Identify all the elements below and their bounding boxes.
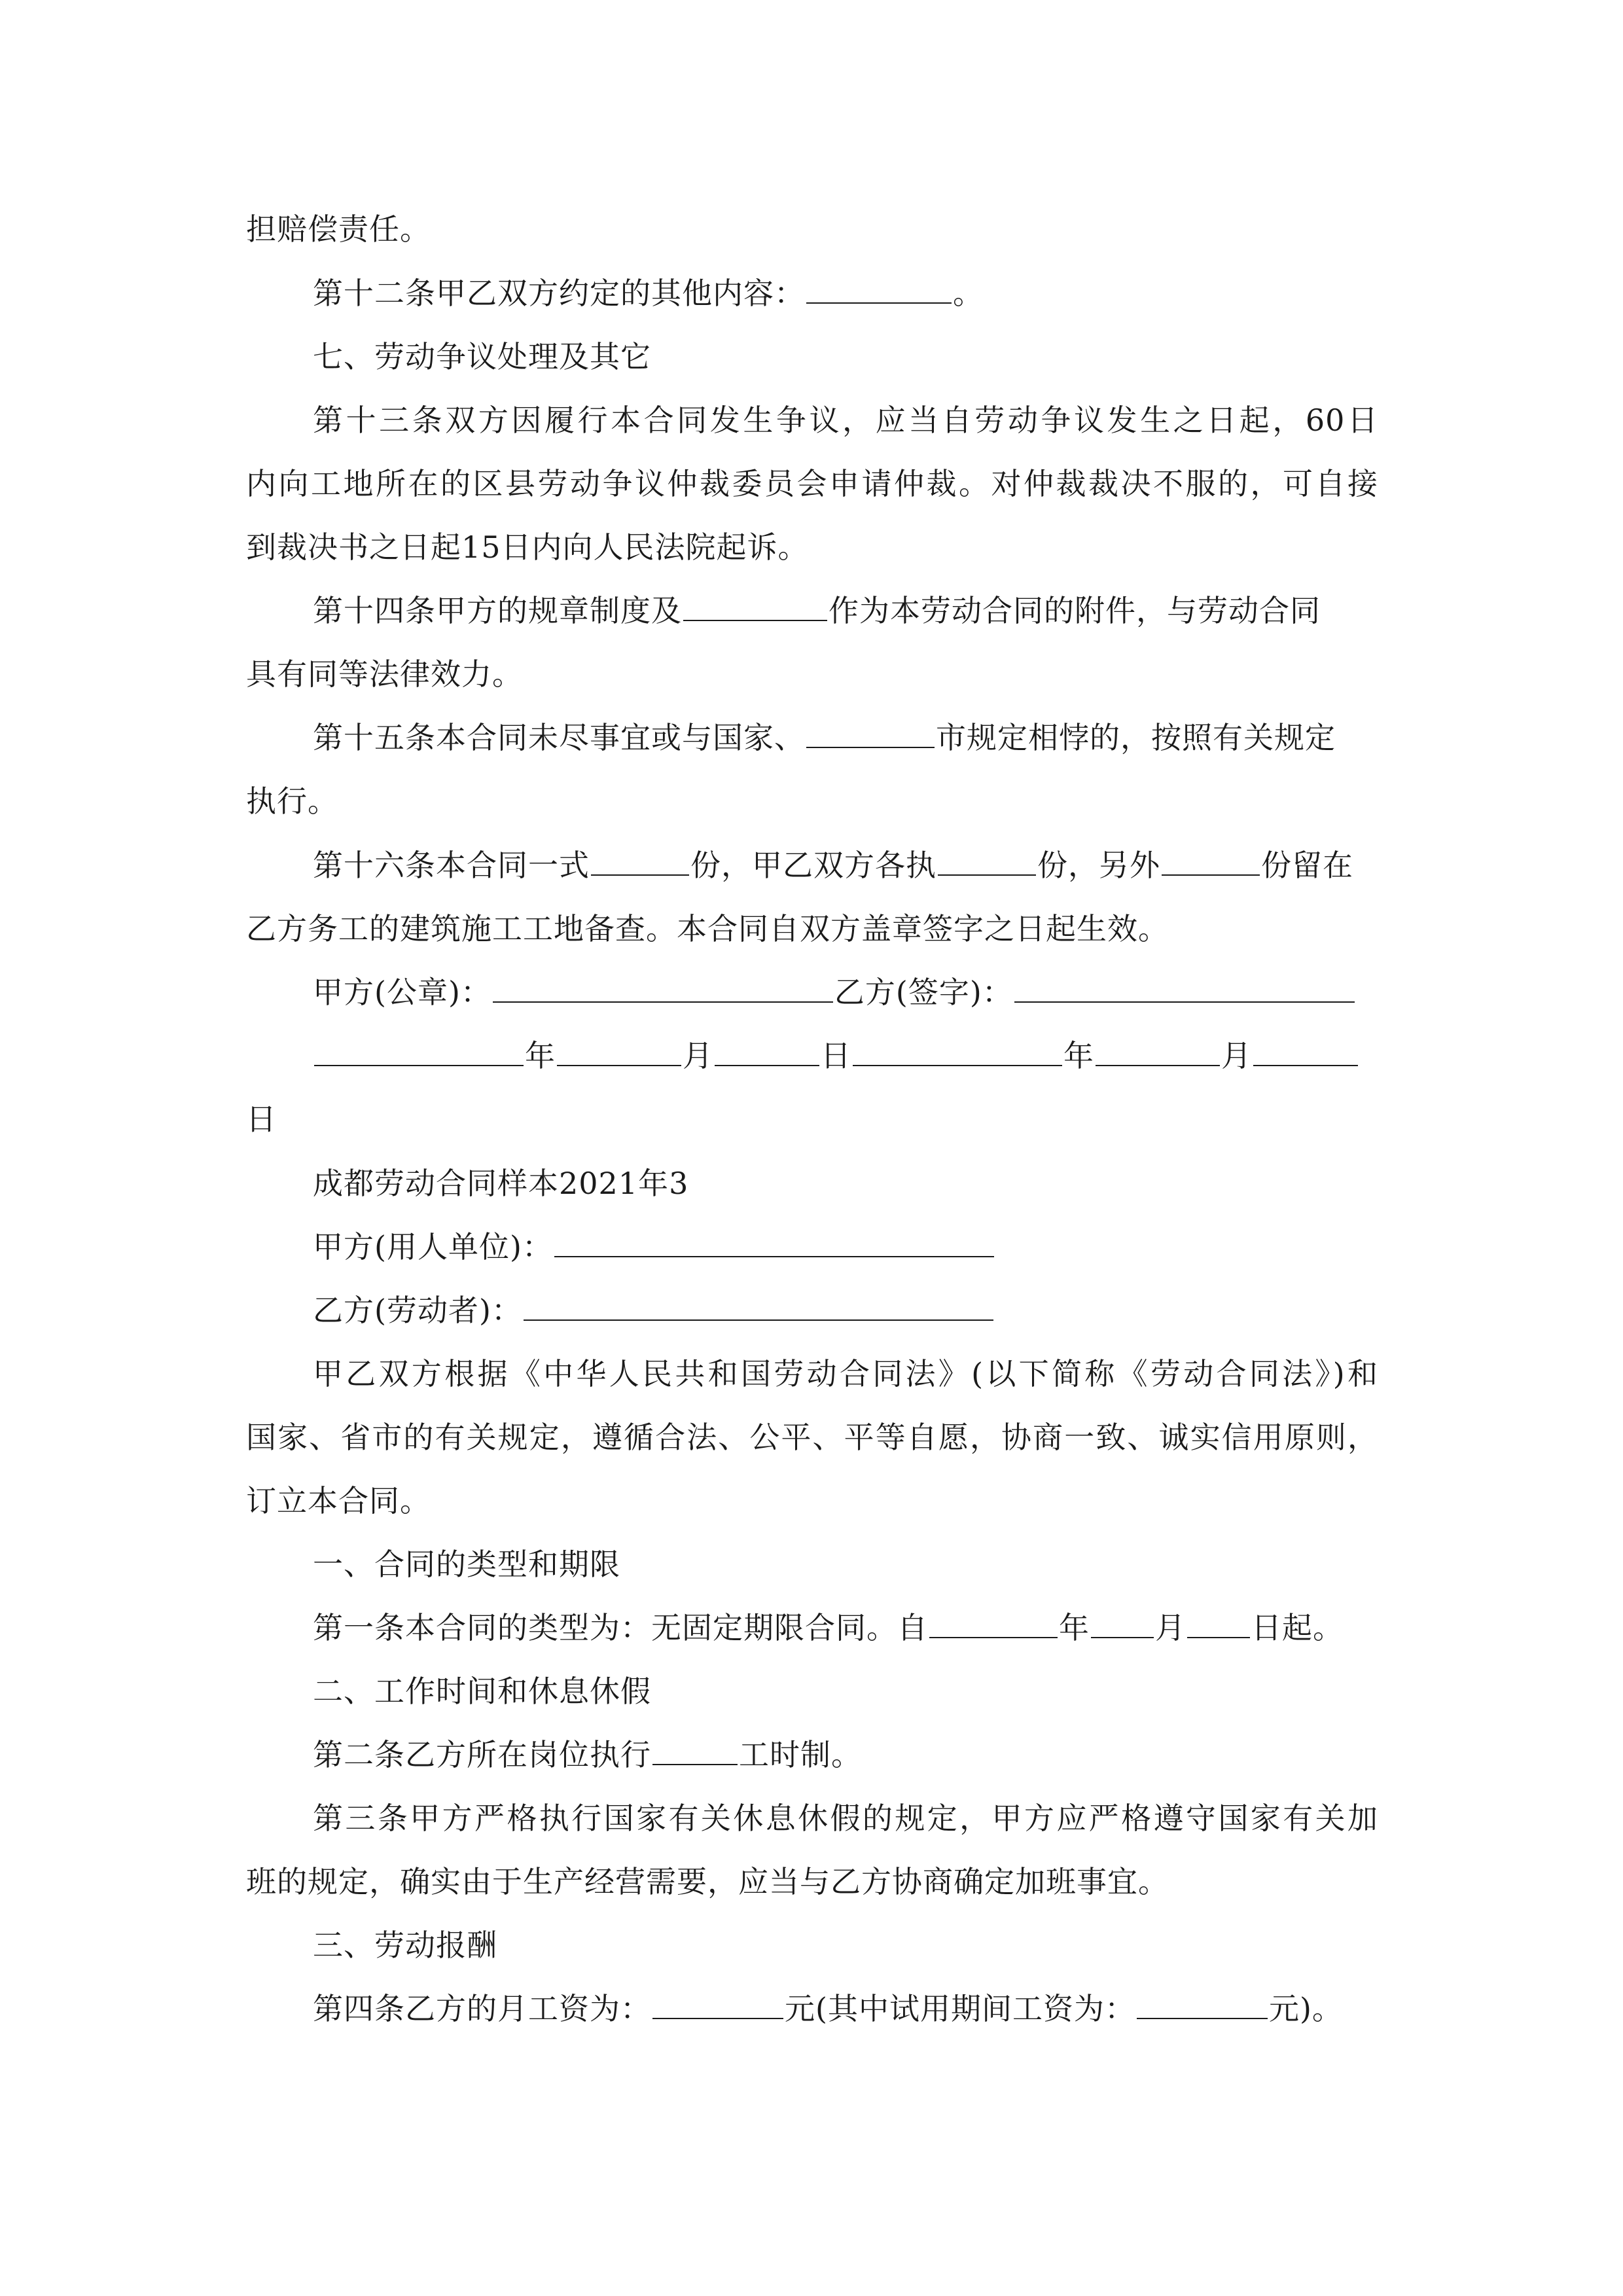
- fill-blank[interactable]: [1187, 1612, 1250, 1638]
- date-line: 年 月 日 年 月: [313, 1036, 1378, 1075]
- text-line: 担赔偿责任。: [246, 211, 431, 247]
- text-line: 第一条本合同的类型为：无固定期限合同。自 年 月 日起。: [313, 1610, 1344, 1645]
- fill-blank[interactable]: [314, 1040, 524, 1066]
- text-line: 具有同等法律效力。: [246, 656, 523, 692]
- text-line: 班的规定，确实由于生产经营需要，应当与乙方协商确定加班事宜。: [246, 1864, 1169, 1899]
- section-heading: 三、劳动报酬: [313, 1928, 497, 1963]
- text-line: 第十四条甲方的规章制度及 作为本劳动合同的附件，与劳动合同: [313, 593, 1321, 628]
- fill-blank[interactable]: [591, 850, 689, 876]
- text-line: 第十五条本合同未尽事宜或与国家、 市规定相悖的，按照有关规定: [313, 720, 1336, 755]
- probation-salary-blank[interactable]: [1137, 1993, 1268, 2019]
- fill-blank[interactable]: [557, 1040, 681, 1066]
- fill-blank[interactable]: [1162, 850, 1260, 876]
- employer-name-blank[interactable]: [554, 1231, 994, 1257]
- section-heading: 一、合同的类型和期限: [313, 1547, 620, 1582]
- text-line: 第二条乙方所在岗位执行 工时制。: [313, 1737, 862, 1772]
- fill-blank[interactable]: [938, 850, 1036, 876]
- text-line: 到裁决书之日起15日内向人民法院起诉。: [246, 529, 809, 565]
- text-line: 第十三条双方因履行本合同发生争议，应当自劳动争议发生之日起，60日: [313, 403, 1378, 438]
- employee-name-blank[interactable]: [524, 1295, 993, 1321]
- text-line: 第三条甲方严格执行国家有关休息休假的规定，甲方应严格遵守国家有关加: [313, 1801, 1378, 1836]
- fill-blank[interactable]: [1253, 1040, 1358, 1066]
- fill-blank[interactable]: [1096, 1040, 1220, 1066]
- party-a-seal-blank[interactable]: [493, 977, 833, 1003]
- fill-blank[interactable]: [683, 595, 827, 621]
- text-line: 日: [246, 1102, 277, 1137]
- text-line: 第十六条本合同一式 份，甲乙双方各执 份，另外 份留在: [313, 848, 1353, 883]
- text-line: 订立本合同。: [246, 1483, 431, 1518]
- text-line: 内向工地所在的区县劳动争议仲裁委员会申请仲裁。对仲裁裁决不服的，可自接: [246, 466, 1378, 501]
- text-line: 执行。: [246, 783, 338, 819]
- fill-blank[interactable]: [806, 722, 935, 748]
- section-heading: 七、劳动争议处理及其它: [313, 339, 651, 374]
- fill-blank[interactable]: [806, 278, 952, 304]
- party-b-line: 乙方(劳动者)：: [313, 1291, 1378, 1330]
- text-line: 甲乙双方根据《中华人民共和国劳动合同法》(以下简称《劳动合同法》)和: [313, 1356, 1378, 1391]
- fill-blank[interactable]: [853, 1040, 1062, 1066]
- text-line: 第十二条甲乙双方约定的其他内容： 。: [313, 276, 984, 311]
- party-b-signature-blank[interactable]: [1014, 977, 1355, 1003]
- text-line: 第四条乙方的月工资为： 元(其中试用期间工资为： 元)。: [313, 1991, 1343, 2026]
- text-line: 乙方务工的建筑施工工地备查。本合同自双方盖章签字之日起生效。: [246, 911, 1169, 946]
- fill-blank[interactable]: [652, 1739, 738, 1765]
- section-heading: 二、工作时间和休息休假: [313, 1674, 651, 1709]
- signature-line: 甲方(公章)： 乙方(签字)：: [313, 973, 1378, 1012]
- party-a-line: 甲方(用人单位)：: [313, 1227, 1378, 1266]
- document-title: 成都劳动合同样本2021年3: [313, 1166, 689, 1201]
- fill-blank[interactable]: [1091, 1612, 1154, 1638]
- fill-blank[interactable]: [929, 1612, 1058, 1638]
- salary-blank[interactable]: [652, 1993, 783, 2019]
- fill-blank[interactable]: [715, 1040, 819, 1066]
- text-line: 国家、省市的有关规定，遵循合法、公平、平等自愿，协商一致、诚实信用原则，: [246, 1420, 1378, 1455]
